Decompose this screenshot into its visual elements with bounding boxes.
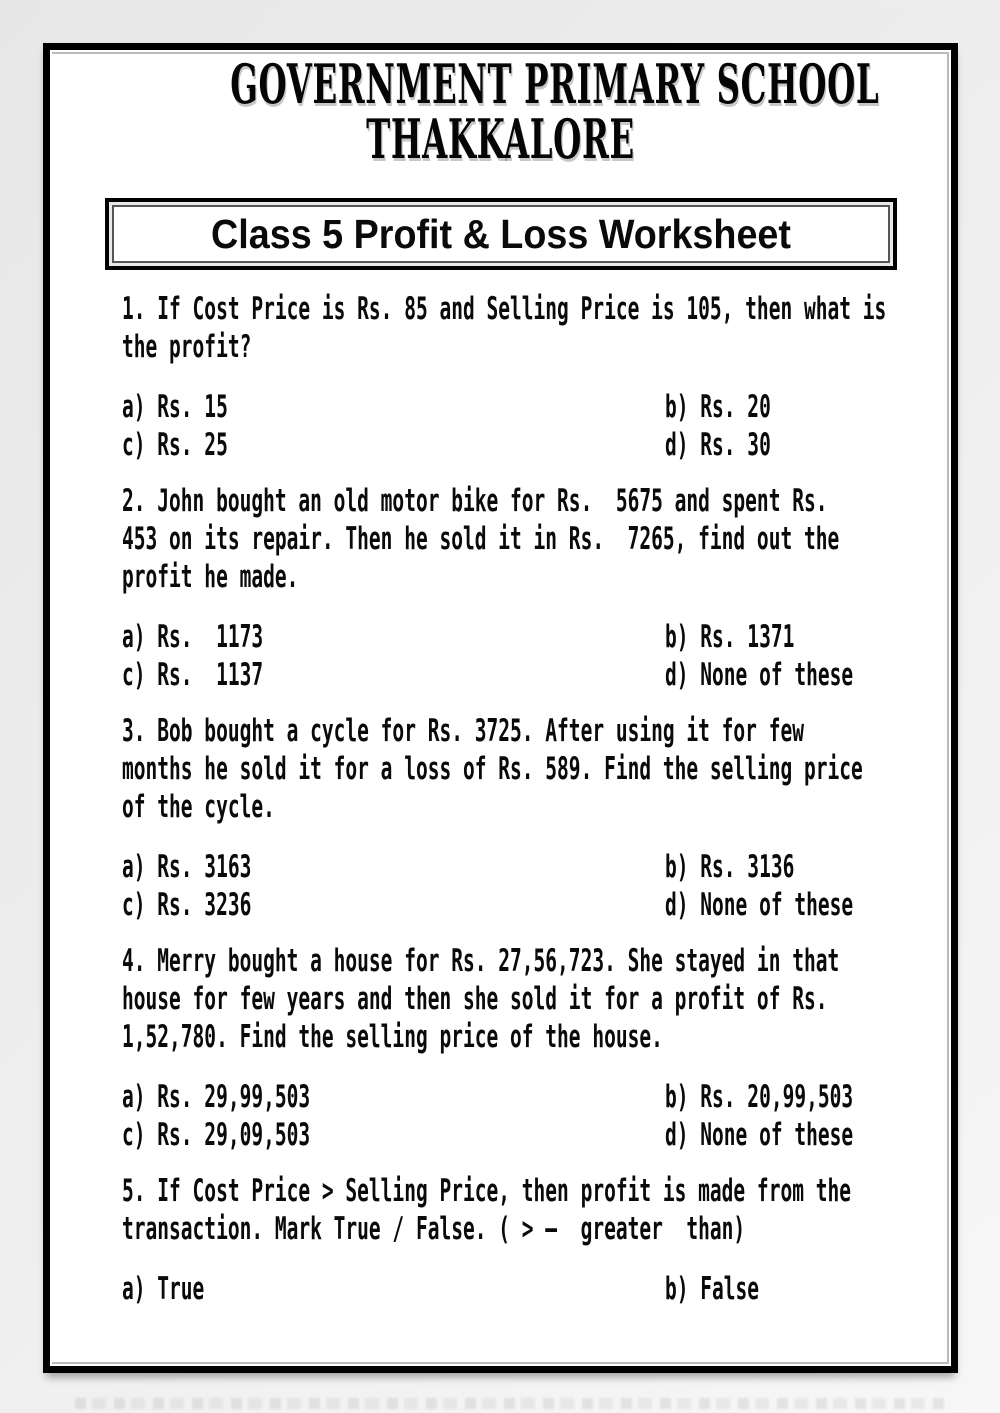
option-2a[interactable]: a) Rs. 1173 [122, 619, 264, 655]
question-2 [122, 482, 923, 694]
question-5 [122, 1172, 923, 1308]
question-5-text-line-2: transaction. Mark True / False. ( > – greater than) [122, 1211, 746, 1247]
option-1b[interactable]: b) Rs. 20 [665, 389, 771, 425]
question-3-text-line-3: of the cycle. [122, 789, 275, 825]
question-2-text-line-2: 453 on its repair. Then he sold it in Rs. 7265, find out the [122, 521, 840, 557]
option-3a[interactable]: a) Rs. 3163 [122, 849, 252, 885]
option-2d[interactable]: d) None of these [665, 657, 854, 693]
question-2-text-line-1: 2. John bought an old motor bike for Rs. 5675 and spent Rs. [122, 483, 828, 519]
option-3c[interactable]: c) Rs. 3236 [122, 887, 252, 923]
option-5b[interactable]: b) False [665, 1271, 760, 1307]
option-4d[interactable]: d) None of these [665, 1117, 854, 1153]
question-4-text-line-2: house for few years and then she sold it for a profit of Rs. [122, 981, 828, 1017]
option-3b[interactable]: b) Rs. 3136 [665, 849, 795, 885]
question-3 [122, 712, 923, 924]
option-3d[interactable]: d) None of these [665, 887, 854, 923]
option-2b[interactable]: b) Rs. 1371 [665, 619, 795, 655]
question-3-text-line-2: months he sold it for a loss of Rs. 589. Find the selling price [122, 751, 863, 787]
questions-area [122, 290, 923, 1308]
option-1d[interactable]: d) Rs. 30 [665, 427, 771, 463]
question-4-text-line-1: 4. Merry bought a house for Rs. 27,56,723. She stayed in that [122, 943, 840, 979]
worksheet-title-box [105, 198, 897, 270]
next-page-cutoff-text-remnant [75, 1398, 945, 1409]
question-1 [122, 290, 923, 464]
question-1-text-line-2: the profit? [122, 329, 252, 365]
worksheet-title: Class 5 Profit & Loss Worksheet [210, 211, 791, 257]
school-name-header [50, 50, 951, 171]
option-1c[interactable]: c) Rs. 25 [122, 427, 228, 463]
option-4c[interactable]: c) Rs. 29,09,503 [122, 1117, 311, 1153]
question-5-text-line-1: 5. If Cost Price > Selling Price, then profit is made from the [122, 1173, 852, 1209]
question-2-text-line-3: profit he made. [122, 559, 299, 595]
option-5a[interactable]: a) True [122, 1271, 205, 1307]
question-3-text-line-1: 3. Bob bought a cycle for Rs. 3725. After using it for few [122, 713, 804, 749]
option-4b[interactable]: b) Rs. 20,99,503 [665, 1079, 854, 1115]
question-4 [122, 942, 923, 1154]
option-2c[interactable]: c) Rs. 1137 [122, 657, 264, 693]
question-1-text-line-1: 1. If Cost Price is Rs. 85 and Selling Price is 105, then what is [122, 291, 887, 327]
option-1a[interactable]: a) Rs. 15 [122, 389, 228, 425]
worksheet-page [43, 43, 958, 1373]
school-name-line2: THAKKALORE [366, 107, 635, 171]
option-4a[interactable]: a) Rs. 29,99,503 [122, 1079, 311, 1115]
question-4-text-line-3: 1,52,780. Find the selling price of the house. [122, 1019, 663, 1055]
school-name-line1: GOVERNMENT PRIMARY SCHOOL [230, 52, 880, 116]
